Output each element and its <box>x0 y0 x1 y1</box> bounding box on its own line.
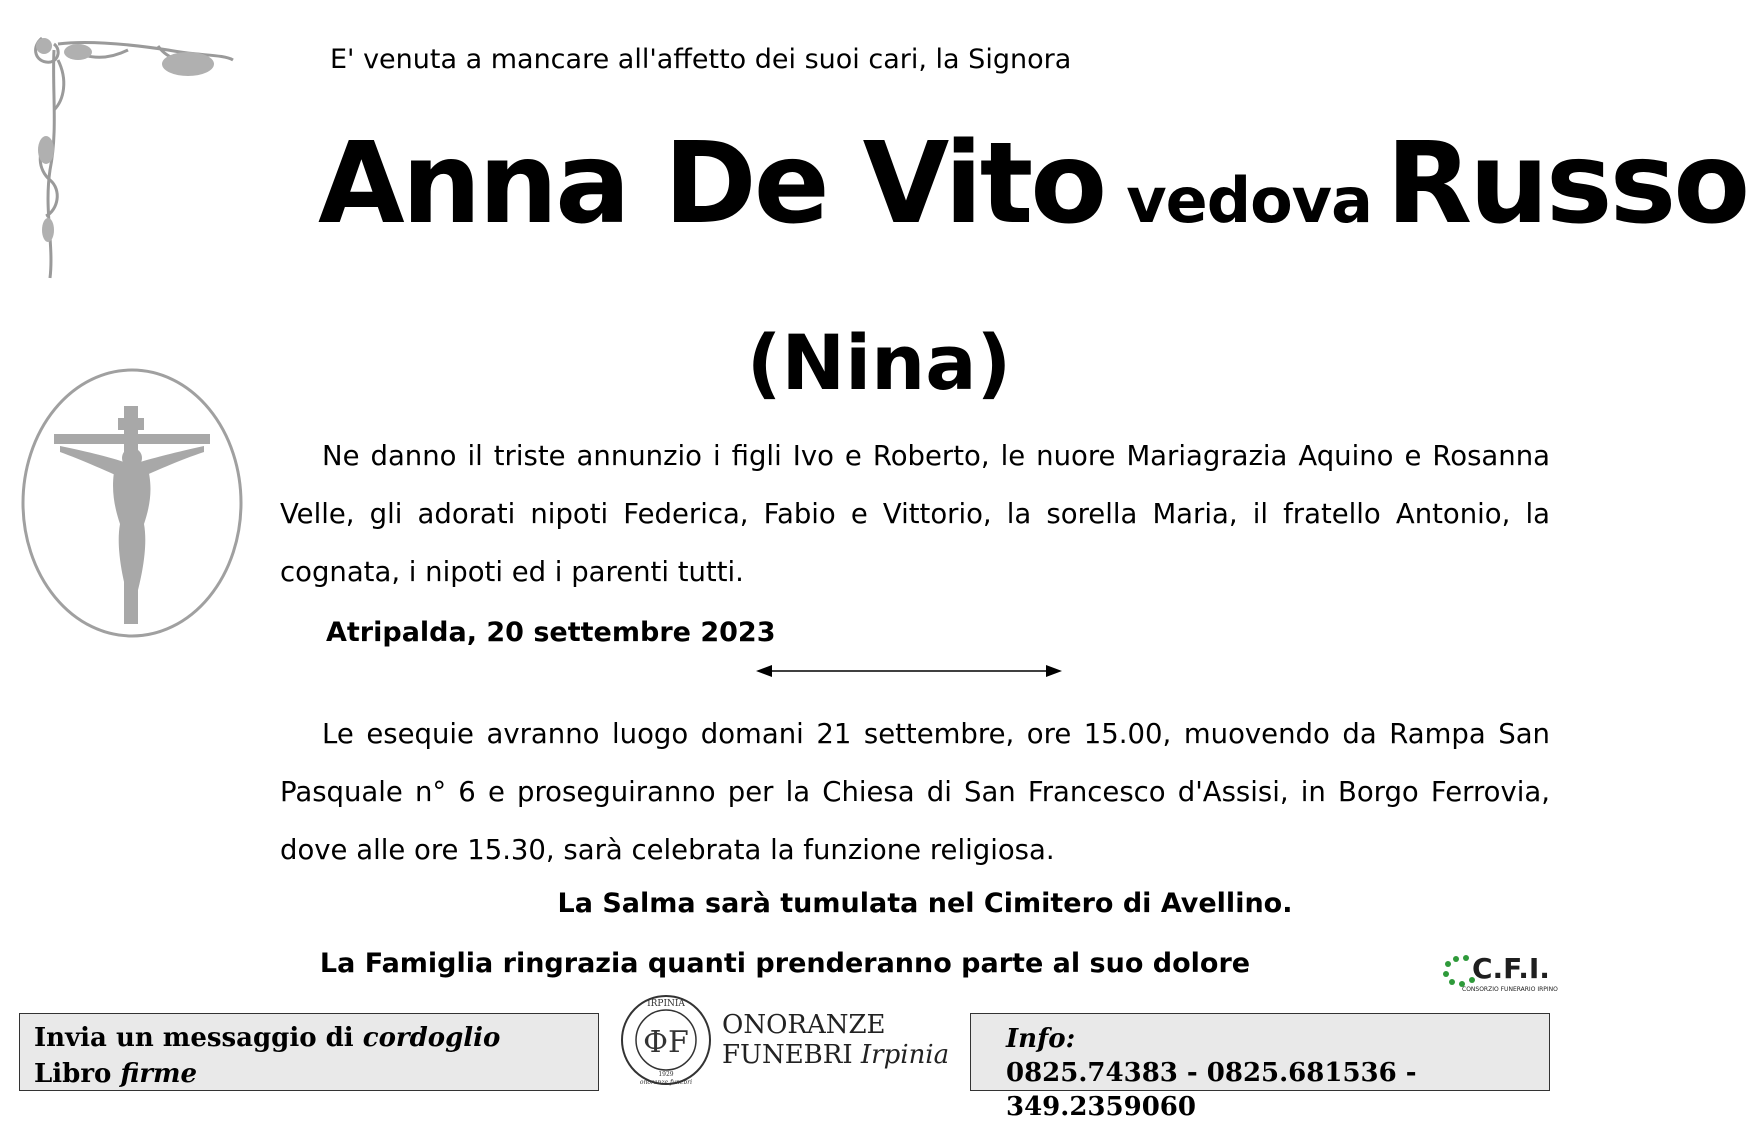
svg-text:onoranze funebri: onoranze funebri <box>639 1079 693 1086</box>
funeral-home-logo-icon <box>618 992 714 1088</box>
guestbook-link[interactable]: Libro firme <box>34 1059 198 1089</box>
name-first: Anna De Vito <box>318 119 1105 249</box>
funeral-paragraph: Le esequie avranno luogo domani 21 settembre, ore 15.00, muovendo da Rampa San Pasquale n° 6 e proseguiranno per la Chiesa di San Francesco d'Assisi, in Borgo Ferrovia, dove alle ore 15.30, sarà celebrata la funzione religiosa. <box>280 718 1550 866</box>
nickname: (Nina) <box>746 318 1012 407</box>
mourners-paragraph: Ne danno il triste annunzio i figli Ivo e Roberto, le nuore Mariagrazia Aquino e Rosanna Velle, gli adorati nipoti Federica, Fabio e Vittorio, la sorella Maria, il fratello Antonio, la cognata, i nipoti ed i parenti tutti. <box>280 440 1550 588</box>
burial-text: La Salma sarà tumulata nel Cimitero di Avellino. <box>557 888 1293 919</box>
double-arrow-icon <box>756 663 1062 679</box>
crucifix-icon <box>20 366 244 640</box>
svg-text:ФF: ФF <box>643 1025 689 1060</box>
condolence-link[interactable]: Invia un messaggio di cordoglio <box>34 1023 501 1053</box>
name-last: Russo <box>1385 119 1747 249</box>
info-label: Info <box>1006 1024 1066 1054</box>
funeral-home-name: ONORANZE FUNEBRI Irpinia <box>722 1010 950 1070</box>
cfi-logo: C.F.I. <box>1472 952 1550 985</box>
svg-text:1929: 1929 <box>658 1071 674 1078</box>
place-date: Atripalda, 20 settembre 2023 <box>326 617 776 648</box>
thanks-text: La Famiglia ringrazia quanti prenderanno parte al suo dolore <box>319 948 1251 979</box>
svg-text:IRPINIA: IRPINIA <box>647 999 685 1009</box>
intro-text: E' venuta a mancare all'affetto dei suoi cari, la Signora <box>330 44 1072 75</box>
corner-ornament-icon <box>28 30 238 285</box>
name-middle: vedova <box>1126 164 1372 237</box>
condolence-box[interactable] <box>19 1013 599 1091</box>
info-box: Info: 0825.74383 - 0825.681536 - 349.2359060 <box>970 1013 1550 1091</box>
cfi-subtitle: CONSORZIO FUNERARIO IRPINO <box>1462 986 1558 993</box>
phone-numbers: 0825.74383 - 0825.681536 - 349.2359060 <box>1006 1058 1417 1122</box>
deceased-name <box>318 119 1747 249</box>
